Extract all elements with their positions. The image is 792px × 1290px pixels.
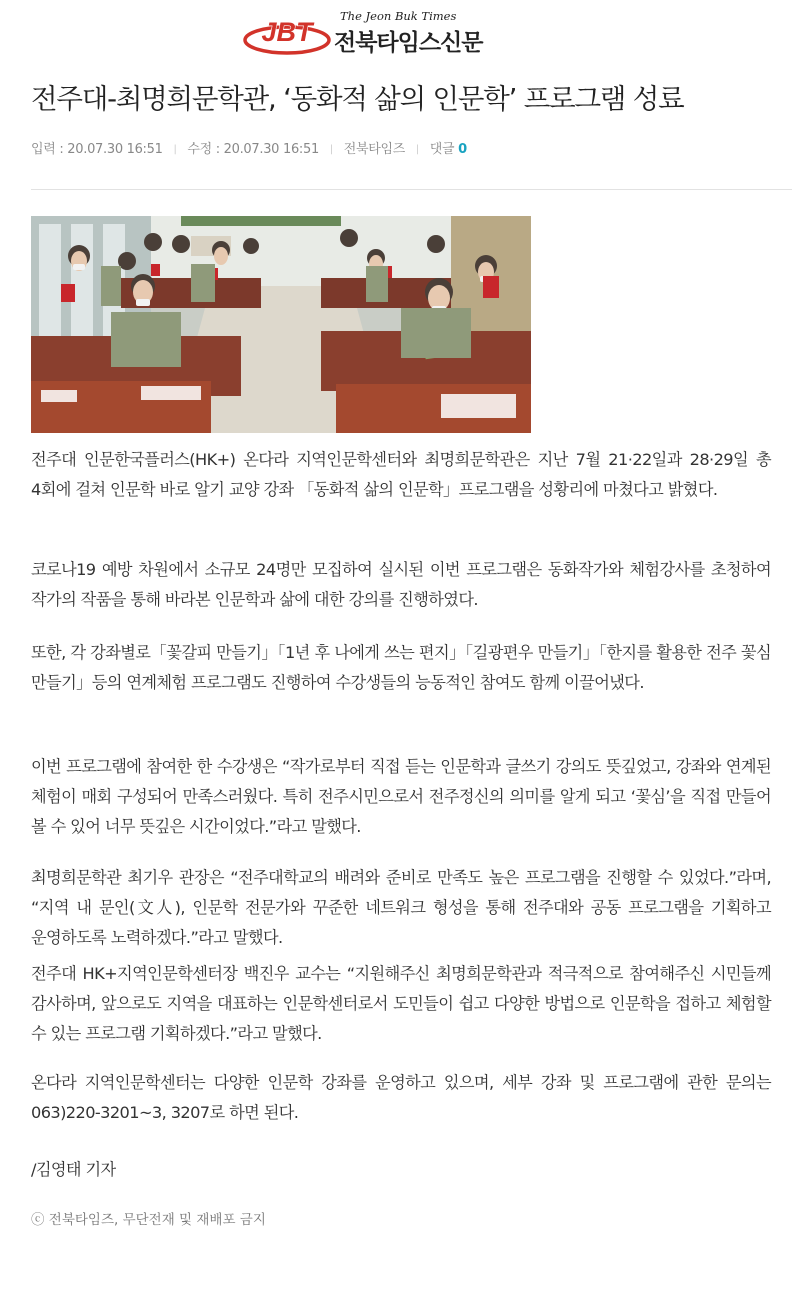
copyright-notice: ⓒ 전북타임즈, 무단전재 및 재배포 금지 [31, 1212, 266, 1228]
header-divider [31, 189, 792, 190]
meta-divider: | [173, 144, 177, 155]
masthead-name-ko[interactable]: 전북타임스신문 [334, 30, 483, 56]
input-date: 20.07.30 16:51 [67, 142, 163, 157]
meta-colon: : [59, 142, 68, 157]
masthead-name-en: The Jeon Buk Times [340, 9, 457, 23]
article-meta [31, 138, 467, 157]
modified-date: 20.07.30 16:51 [223, 142, 319, 157]
article-photo[interactable] [31, 216, 531, 433]
input-label: 입력 [31, 142, 56, 157]
comments-count: 0 [458, 142, 467, 157]
article-paragraph: 온다라 지역인문학센터는 다양한 인문학 강좌를 운영하고 있으며, 세부 강좌 및 프로그램에 관한 문의는 063)220-3201~3, 3207로 하면 된다. [31, 1073, 771, 1122]
article-paragraph: 코로나19 예방 차원에서 소규모 24명만 모집하여 실시된 이번 프로그램은 동화작가와 체험강사를 초청하여 작가의 작품을 통해 바라본 인문학과 삶에 대한 강의를 진행하였다. [31, 560, 771, 609]
article-paragraph: 전주대 인문한국플러스(HK+) 온다라 지역인문학센터와 최명희문학관은 지난 7월 21·22일과 28·29일 총 4회에 걸쳐 인문학 바로 알기 교양 강좌 「동화적 삶의 인문학」프로그램을 성황리에 마쳤다고 밝혔다. [31, 450, 771, 499]
comments-link[interactable] [430, 142, 467, 157]
jbt-logo[interactable] [243, 12, 331, 56]
article-paragraph: 이번 프로그램에 참여한 한 수강생은 “작가로부터 직접 듣는 인문학과 글쓰기 강의도 뜻깊었고, 강좌와 연계된 체험이 매회 구성되어 만족스러웠다. 특히 전주시민으로서 전주정신의 의미를 알게 되고 ‘꽃심’을 직접 만들어 볼 수 있어 너무 뜻깊은 시간이었다.”라고 말했다. [31, 757, 771, 836]
publisher-name: 전북타임즈 [343, 142, 406, 157]
comments-label: 댓글 [429, 142, 455, 157]
meta-divider: | [415, 144, 419, 155]
article-headline: 전주대-최명희문학관, ‘동화적 삶의 인문학’ 프로그램 성료 [31, 83, 684, 115]
meta-divider: | [329, 144, 333, 155]
article-paragraph: 전주대 HK+지역인문학센터장 백진우 교수는 “지원해주신 최명희문학관과 적극적으로 참여해주신 시민들께 감사하며, 앞으로도 지역을 대표하는 인문학센터로서 도민들이 쉽고 다양한 방법으로 인문학을 접하고 체험할 수 있는 프로그램 기획하겠다.”라고 말했다. [31, 964, 771, 1043]
modified-label: 수정 [187, 142, 212, 157]
classroom-photo-illustration [31, 216, 531, 433]
masthead [0, 0, 792, 62]
meta-colon: : [215, 142, 224, 157]
logo-letters: JBT [261, 17, 313, 47]
article-paragraph: 또한, 각 강좌별로「꽃갈피 만들기」「1년 후 나에게 쓰는 편지」「길광편우 만들기」「한지를 활용한 전주 꽃심 만들기」등의 연계체험 프로그램도 진행하여 수강생들의 능동적인 참여도 함께 이끌어냈다. [31, 643, 771, 692]
article-paragraph: 최명희문학관 최기우 관장은 “전주대학교의 배려와 준비로 만족도 높은 프로그램을 진행할 수 있었다.”라며, “지역 내 문인(文人), 인문학 전문가와 꾸준한 네트워크 형성을 통해 전주대와 공동 프로그램을 기획하고 운영하도록 노력하겠다.”라고 말했다. [31, 868, 771, 947]
reporter-byline: /김영태 기자 [31, 1160, 116, 1179]
